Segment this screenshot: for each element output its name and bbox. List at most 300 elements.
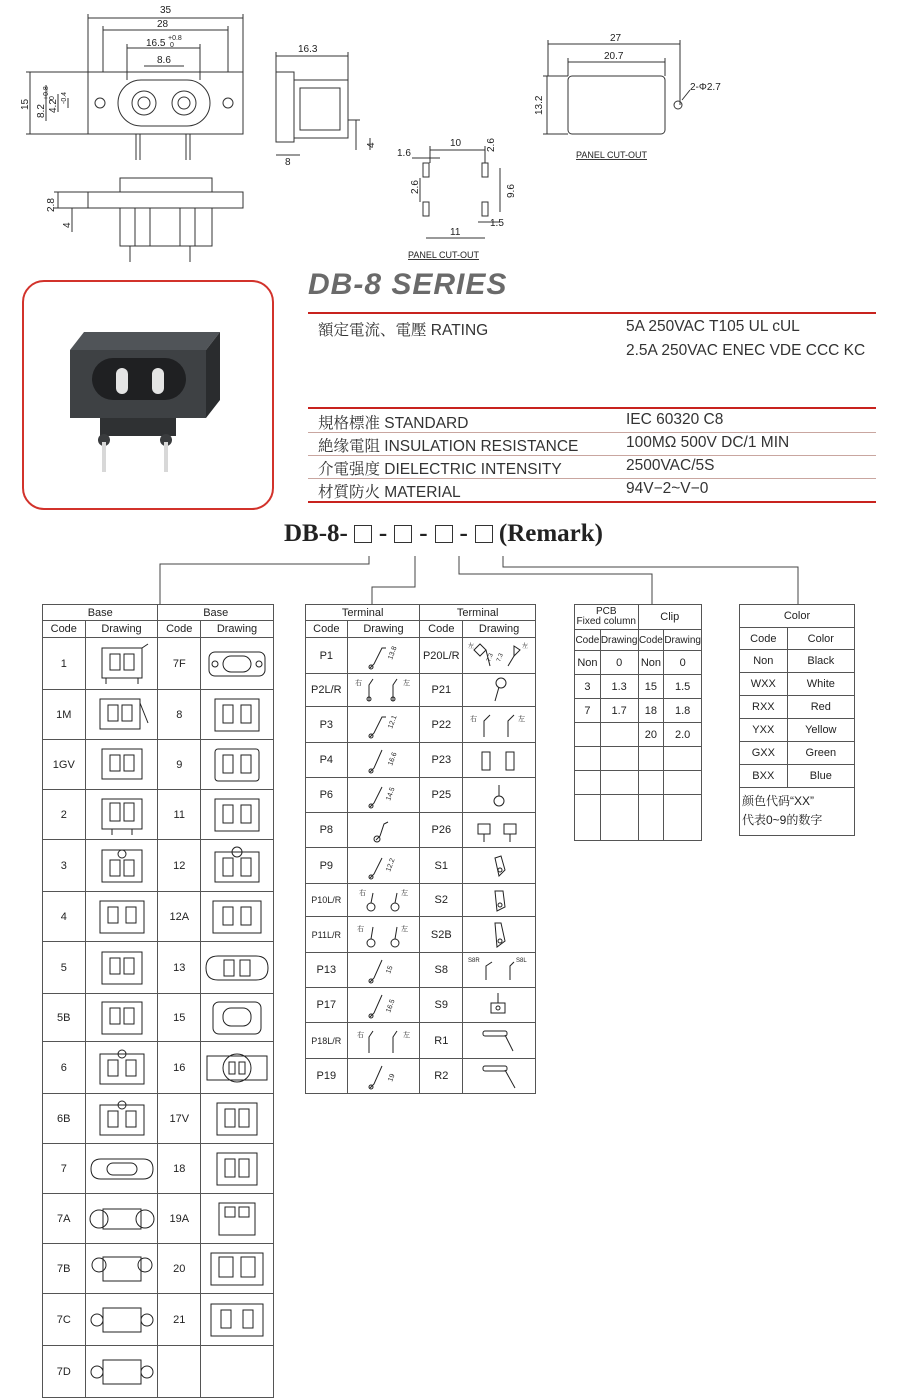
terminal-lr-label: 左: [518, 715, 526, 723]
color-table: [739, 604, 855, 836]
base-code: 17V: [158, 1094, 201, 1144]
clip-value: 2.0: [664, 723, 702, 747]
spec-dielectric-value: 2500VAC/5S: [626, 457, 715, 474]
terminal-s8l: S8L: [516, 958, 527, 964]
base-drawing: [201, 1094, 274, 1144]
table-row: [43, 1244, 274, 1294]
empty-cell: [575, 795, 601, 841]
table-row: [43, 1294, 274, 1346]
terminal-lr-label: 右: [470, 715, 478, 723]
terminal-lr-label: 右: [354, 680, 362, 687]
terminal-drawing: [347, 674, 420, 707]
table-row: [306, 1059, 536, 1094]
base-drawing: [85, 1194, 158, 1244]
terminal-code: P25: [420, 778, 463, 813]
base-drawing: [85, 1042, 158, 1094]
pcb-value: [600, 771, 638, 795]
terminal-code: P17: [306, 988, 348, 1023]
color-note-line2: 代表0~9的数字: [742, 813, 823, 827]
dim-27: 27: [610, 33, 622, 44]
dim-hole: 2-Φ2.7: [690, 82, 721, 93]
table-row: [740, 650, 855, 673]
dim-8: 8: [285, 157, 291, 168]
base-code: 7A: [43, 1194, 86, 1244]
dim-1-5: 1.5: [490, 218, 504, 229]
terminal-lr-left: 左: [468, 643, 475, 650]
terminal-code: P20L/R: [420, 638, 463, 674]
base-col-code: Code: [43, 621, 86, 638]
base-drawing: [85, 740, 158, 790]
terminal-dim: 7.3: [496, 652, 505, 663]
terminal-title-right: Terminal: [420, 605, 536, 621]
clip-code: 15: [638, 675, 664, 699]
model-code-sep: -: [459, 520, 468, 547]
base-code: 19A: [158, 1194, 201, 1244]
table-row: [43, 1144, 274, 1194]
spec-standard-label: 規格標准 STANDARD: [318, 415, 469, 432]
dim-8-6: 8.6: [157, 55, 171, 66]
terminal-dim: 14.5: [384, 786, 397, 802]
terminal-col-drawing: Drawing: [463, 621, 536, 638]
terminal-code: S8: [420, 953, 463, 988]
base-code: 4: [43, 892, 86, 942]
clip-value: 1.5: [664, 675, 702, 699]
base-code: 18: [158, 1144, 201, 1194]
table-row: [306, 1023, 536, 1059]
base-drawing: [201, 790, 274, 840]
terminal-code: P6: [306, 778, 348, 813]
terminal-drawing: [463, 988, 536, 1023]
color-name: Yellow: [787, 719, 854, 742]
table-row: [43, 638, 274, 690]
terminal-lr-label: 右: [356, 1031, 364, 1039]
series-title: DB-8 SERIES: [308, 268, 508, 301]
base-drawing: [85, 994, 158, 1042]
base-code: 2: [43, 790, 86, 840]
color-note: [740, 788, 855, 836]
terminal-drawing: [347, 707, 420, 743]
table-row: [43, 942, 274, 994]
model-code-sep: -: [419, 520, 428, 547]
color-name: Red: [787, 696, 854, 719]
terminal-drawing: [463, 813, 536, 848]
top-view-drawing: [26, 14, 243, 160]
base-drawing: [201, 994, 274, 1042]
base-drawing: [201, 892, 274, 942]
base-table: [42, 604, 274, 1398]
base-drawing: [201, 942, 274, 994]
pcb-value: 1.3: [600, 675, 638, 699]
color-name: White: [787, 673, 854, 696]
terminal-dim: 19: [386, 1072, 397, 1083]
terminal-code: P2L/R: [306, 674, 348, 707]
terminal-drawing: [347, 1059, 420, 1094]
base-drawing: [201, 638, 274, 690]
terminal-lr-label: 右: [358, 890, 366, 897]
terminal-drawing: [347, 1023, 420, 1059]
terminal-drawing: [347, 917, 420, 953]
color-code: BXX: [740, 765, 788, 788]
empty-cell: [600, 795, 638, 841]
base-col-code: Code: [158, 621, 201, 638]
table-row: [43, 892, 274, 942]
table-row: [306, 743, 536, 778]
table-row: [575, 747, 702, 771]
color-code: WXX: [740, 673, 788, 696]
base-drawing: [201, 1294, 274, 1346]
terminal-lr-label: 左: [400, 925, 408, 933]
terminal-col-code: Code: [420, 621, 463, 638]
base-title-right: Base: [158, 605, 274, 621]
terminal-dim: 7.3: [486, 652, 495, 663]
terminal-lr-right: 左: [522, 643, 529, 650]
base-drawing: [201, 690, 274, 740]
empty-cell: [201, 1346, 274, 1398]
terminal-lr-label: 右: [356, 925, 364, 933]
table-row: [306, 884, 536, 917]
dim-13-2: 13.2: [534, 95, 545, 115]
base-code: 15: [158, 994, 201, 1042]
spec-dielectric-label: 介電强度 DIELECTRIC INTENSITY: [318, 461, 562, 478]
base-code: 7C: [43, 1294, 86, 1346]
spec-standard-value: IEC 60320 C8: [626, 411, 724, 428]
terminal-code: S2B: [420, 917, 463, 953]
base-code: 21: [158, 1294, 201, 1346]
dim-10: 10: [450, 138, 462, 149]
terminal-code: P19: [306, 1059, 348, 1094]
table-row: [575, 771, 702, 795]
base-drawing: [201, 1144, 274, 1194]
table-row: [306, 707, 536, 743]
dim-2-8: 2.8: [46, 198, 57, 212]
color-name: Black: [787, 650, 854, 673]
product-photo-frame: [22, 280, 274, 510]
base-code: 1: [43, 638, 86, 690]
dim-20-7: 20.7: [604, 51, 624, 62]
table-row: [43, 1042, 274, 1094]
base-code: 5B: [43, 994, 86, 1042]
empty-cell: [158, 1346, 201, 1398]
clip-code: 20: [638, 723, 664, 747]
terminal-code: S9: [420, 988, 463, 1023]
table-row: [306, 674, 536, 707]
base-code: 13: [158, 942, 201, 994]
base-drawing: [85, 1294, 158, 1346]
terminal-code: P13: [306, 953, 348, 988]
base-drawing: [85, 892, 158, 942]
base-drawing: [85, 638, 158, 690]
table-row: [306, 988, 536, 1023]
spec-top-rule: [308, 312, 876, 314]
base-code: 9: [158, 740, 201, 790]
dim-11: 11: [450, 227, 461, 238]
base-code: 12A: [158, 892, 201, 942]
terminal-drawing: [463, 1059, 536, 1094]
table-row: [43, 1194, 274, 1244]
terminal-drawing: [347, 743, 420, 778]
spec-insulation-value: 100MΩ 500V DC/1 MIN: [626, 434, 790, 451]
front-view-drawing: [54, 178, 243, 262]
base-code: 8: [158, 690, 201, 740]
pcb-subtitle: Fixed column: [576, 616, 636, 627]
dim-1-6: 1.6: [397, 148, 411, 159]
dim-4-2: 4.2: [48, 99, 59, 113]
terminal-dim: 16.6: [386, 751, 399, 767]
dim-16-3: 16.3: [298, 44, 318, 55]
dim-4-side: 4: [366, 142, 377, 148]
color-code: RXX: [740, 696, 788, 719]
table-row: [43, 740, 274, 790]
base-drawing: [85, 1346, 158, 1398]
clip-code: Non: [638, 651, 664, 675]
base-drawing: [201, 840, 274, 892]
table-row: [306, 778, 536, 813]
base-col-drawing: Drawing: [201, 621, 274, 638]
spec-divider: [308, 432, 876, 433]
table-row: [575, 651, 702, 675]
terminal-drawing: [347, 884, 420, 917]
terminal-lr-label: 左: [402, 1031, 410, 1039]
pcb-title-cell: [575, 605, 639, 630]
terminal-code: P10L/R: [306, 884, 348, 917]
terminal-dim: 16.5: [384, 998, 397, 1014]
terminal-code: P3: [306, 707, 348, 743]
empty-cell: [638, 795, 664, 841]
terminal-dim: 15: [384, 964, 395, 975]
model-code-remark: (Remark): [498, 520, 604, 547]
terminal-code: S2: [420, 884, 463, 917]
color-code: Non: [740, 650, 788, 673]
terminal-drawing: [347, 778, 420, 813]
pcb-col-code: Code: [575, 630, 601, 651]
table-row: [740, 696, 855, 719]
model-code-sep: -: [378, 520, 388, 547]
terminal-code: P9: [306, 848, 348, 884]
terminal-drawing: [347, 813, 420, 848]
table-row: [575, 723, 702, 747]
base-code: 6B: [43, 1094, 86, 1144]
model-code-prefix: DB-8-: [284, 520, 348, 547]
table-row: [306, 917, 536, 953]
color-col-code: Code: [740, 628, 788, 650]
terminal-code: R1: [420, 1023, 463, 1059]
terminal-drawing: [463, 1023, 536, 1059]
clip-value: [664, 747, 702, 771]
color-name: Blue: [787, 765, 854, 788]
table-row: [575, 675, 702, 699]
spec-rating-value-2: 2.5A 250VAC ENEC VDE CCC KC: [626, 342, 866, 359]
base-code: 11: [158, 790, 201, 840]
terminal-drawing: [347, 988, 420, 1023]
base-code: 7D: [43, 1346, 86, 1398]
dim-15: 15: [20, 98, 31, 110]
dim-tol-zero: 0: [170, 42, 174, 49]
terminal-dim: 12.2: [384, 856, 397, 873]
terminal-lr-label: 左: [402, 680, 410, 687]
color-name: Green: [787, 742, 854, 765]
base-code: 3: [43, 840, 86, 892]
dim-8-2: 8.2: [36, 104, 47, 118]
spec-rating-value: 5A 250VAC T105 UL cUL: [626, 318, 800, 335]
dim-4-front: 4: [62, 222, 73, 228]
pcb-layout-title: PANEL CUT-OUT: [408, 250, 480, 260]
base-drawing: [201, 1042, 274, 1094]
pcb-code: 7: [575, 699, 601, 723]
base-code: 1GV: [43, 740, 86, 790]
terminal-col-code: Code: [306, 621, 348, 638]
table-row: [575, 795, 702, 841]
terminal-drawing: [463, 638, 536, 674]
table-row: [740, 742, 855, 765]
spec-mid-rule: [308, 407, 876, 409]
table-row: [43, 790, 274, 840]
clip-code: [638, 771, 664, 795]
terminal-code: P18L/R: [306, 1023, 348, 1059]
terminal-code: P23: [420, 743, 463, 778]
table-row: [306, 813, 536, 848]
spec-bottom-rule: [308, 501, 876, 503]
terminal-drawing: [347, 638, 420, 674]
terminal-drawing: [463, 674, 536, 707]
table-row: [575, 699, 702, 723]
dim-16-5: 16.5: [146, 38, 166, 49]
spec-material-label: 材質防火 MATERIAL: [318, 484, 461, 501]
table-row: [43, 994, 274, 1042]
clip-col-drawing: Drawing: [664, 630, 702, 651]
base-drawing: [201, 1194, 274, 1244]
terminal-code: S1: [420, 848, 463, 884]
pcb-col-drawing: Drawing: [600, 630, 638, 651]
terminal-drawing: [463, 848, 536, 884]
pcb-title: PCB: [595, 606, 617, 617]
pcb-layout-drawing: [412, 146, 500, 238]
base-code: 7B: [43, 1244, 86, 1294]
terminal-drawing: [463, 707, 536, 743]
base-code: 1M: [43, 690, 86, 740]
base-code: 7F: [158, 638, 201, 690]
dim-tol-p8: +0.8: [43, 86, 50, 100]
product-photo: [24, 282, 272, 508]
table-row: [740, 719, 855, 742]
dim-9-6: 9.6: [506, 184, 517, 198]
color-note-row: [740, 788, 855, 836]
dim-tol-n4: -0.4: [61, 91, 68, 104]
base-col-drawing: Drawing: [85, 621, 158, 638]
dim-tol-n0: 0: [49, 96, 56, 100]
clip-col-code: Code: [638, 630, 664, 651]
terminal-drawing: [463, 884, 536, 917]
table-row: [306, 638, 536, 674]
color-col-color: Color: [787, 628, 854, 650]
pcb-value: 1.7: [600, 699, 638, 723]
terminal-drawing: [347, 848, 420, 884]
spec-material-value: 94V−2~V−0: [626, 480, 709, 497]
terminal-drawing: [347, 953, 420, 988]
terminal-drawing: [463, 917, 536, 953]
terminal-code: P11L/R: [306, 917, 348, 953]
clip-value: 0: [664, 651, 702, 675]
empty-cell: [664, 795, 702, 841]
dim-2-6b: 2.6: [410, 180, 421, 194]
technical-drawings: [0, 0, 900, 265]
pcb-code: [575, 771, 601, 795]
table-row: [306, 848, 536, 884]
terminal-code: P8: [306, 813, 348, 848]
terminal-code: P26: [420, 813, 463, 848]
table-row: [740, 673, 855, 696]
base-drawing: [85, 790, 158, 840]
base-code: 7: [43, 1144, 86, 1194]
model-code-connectors: [0, 540, 900, 610]
dim-28: 28: [157, 19, 169, 30]
terminal-code: P22: [420, 707, 463, 743]
base-code: 16: [158, 1042, 201, 1094]
terminal-dim: 13.8: [386, 644, 399, 661]
pcb-code: Non: [575, 651, 601, 675]
table-row: [43, 1094, 274, 1144]
base-drawing: [85, 1094, 158, 1144]
color-title: Color: [740, 605, 855, 628]
terminal-drawing: [463, 778, 536, 813]
terminal-table: [305, 604, 536, 1094]
table-row: [306, 953, 536, 988]
terminal-code: P21: [420, 674, 463, 707]
pcb-value: [600, 747, 638, 771]
base-title-left: Base: [43, 605, 158, 621]
base-drawing: [85, 1144, 158, 1194]
side-view-drawing: [276, 52, 370, 155]
color-note-line1: 颜色代码“XX”: [742, 794, 815, 808]
base-code: 20: [158, 1244, 201, 1294]
color-code: GXX: [740, 742, 788, 765]
clip-value: [664, 771, 702, 795]
pcb-clip-table: [574, 604, 702, 841]
terminal-code: P4: [306, 743, 348, 778]
terminal-drawing: [463, 743, 536, 778]
pcb-code: [575, 723, 601, 747]
base-drawing: [85, 942, 158, 994]
clip-code: [638, 747, 664, 771]
terminal-code: P1: [306, 638, 348, 674]
table-row: [43, 840, 274, 892]
clip-code: 18: [638, 699, 664, 723]
terminal-title-left: Terminal: [306, 605, 420, 621]
pcb-value: 0: [600, 651, 638, 675]
base-drawing: [201, 740, 274, 790]
spec-divider: [308, 455, 876, 456]
pcb-code: 3: [575, 675, 601, 699]
base-drawing: [201, 1244, 274, 1294]
base-code: 12: [158, 840, 201, 892]
table-row: [43, 690, 274, 740]
terminal-dim: 12.1: [386, 713, 399, 730]
base-drawing: [85, 840, 158, 892]
terminal-code: R2: [420, 1059, 463, 1094]
base-drawing: [85, 690, 158, 740]
dim-2-6a: 2.6: [486, 138, 497, 152]
terminal-lr-label: 左: [400, 890, 408, 897]
base-drawing: [85, 1244, 158, 1294]
base-code: 6: [43, 1042, 86, 1094]
pcb-code: [575, 747, 601, 771]
terminal-drawing: [463, 953, 536, 988]
table-row: [43, 1346, 274, 1398]
panel-cutout-title: PANEL CUT-OUT: [576, 150, 648, 160]
clip-title: Clip: [638, 605, 702, 630]
base-code: 5: [43, 942, 86, 994]
spec-divider: [308, 478, 876, 479]
dim-35: 35: [160, 5, 172, 16]
